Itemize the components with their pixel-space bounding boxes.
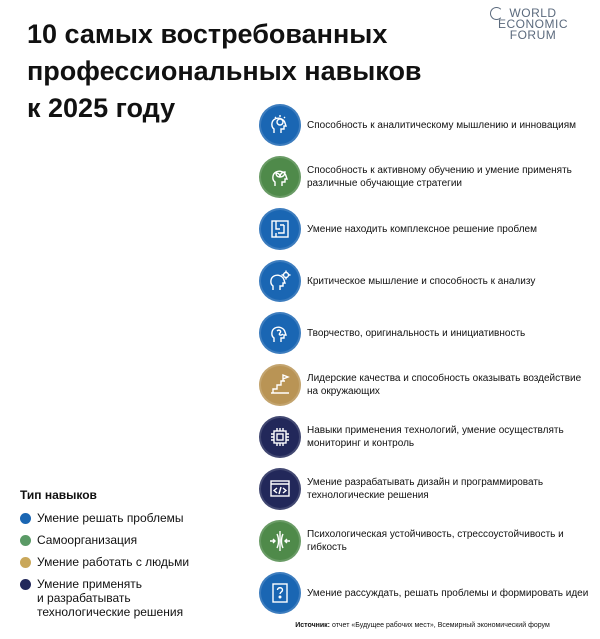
skill-label: Умение находить комплексное решение проблем [307, 223, 537, 235]
source-note [250, 622, 595, 629]
skill-label: Способность к аналитическому мышлению и инновациям [307, 119, 577, 131]
skill-label: Критическое мышление и способность к анализу [307, 275, 536, 287]
maze-icon [259, 208, 301, 250]
source-text: отчет «Будущее рабочих мест», Всемирный экономический форум [330, 622, 550, 629]
logo-line-3: FORUM [509, 28, 557, 42]
logo-ring-icon [490, 7, 503, 20]
skill-label: Умение разрабатывать дизайн и программировать технологические решения [307, 477, 544, 501]
skill-item [259, 519, 594, 563]
skill-item [259, 311, 594, 355]
skill-label: Навыки применения технологий, умение осуществлять мониторинг и контроль [307, 425, 564, 449]
skill-item [259, 415, 594, 459]
skill-item [259, 467, 594, 511]
creative-head-icon [259, 312, 301, 354]
skill-label: Умение рассуждать, решать проблемы и формировать идеи [307, 587, 589, 599]
page-title: 10 самых востребованных профессиональных навыков к 2025 году [27, 19, 422, 123]
legend-item [20, 511, 250, 525]
microchip-icon [259, 416, 301, 458]
skill-label: Лидерские качества и способность оказывать воздействие на окружающих [307, 373, 582, 397]
question-card-icon [259, 572, 301, 614]
legend-item [20, 577, 250, 619]
growing-plant-head-icon [259, 156, 301, 198]
legend-label: Умение работать с людьми [37, 555, 190, 569]
skill-label: Творчество, оригинальность и инициативность [307, 327, 526, 339]
legend-item [20, 533, 250, 547]
skill-item [259, 207, 594, 251]
legend-label: Умение применять и разрабатывать технологические решения [37, 577, 184, 619]
logo-line-2: ECONOMIC [498, 17, 568, 31]
gear-head-icon [259, 260, 301, 302]
wef-logo [484, 8, 582, 41]
skill-item [259, 155, 594, 199]
legend-dot [20, 535, 31, 546]
legend-dot [20, 513, 31, 524]
skill-item [259, 363, 594, 407]
legend-item [20, 555, 250, 569]
skill-label: Способность к активному обучению и умение применять различные обучающие стратегии [307, 165, 572, 189]
skill-item [259, 259, 594, 303]
legend-label: Умение решать проблемы [37, 511, 184, 525]
legend-label: Самоорганизация [37, 533, 138, 547]
lightbulb-head-icon [259, 104, 301, 146]
legend-dot [20, 557, 31, 568]
flag-peak-icon [259, 364, 301, 406]
legend-dot [20, 579, 31, 590]
skill-item [259, 571, 594, 615]
resilience-arrows-icon [259, 520, 301, 562]
source-prefix: Источник: [295, 622, 331, 629]
code-window-icon [259, 468, 301, 510]
skill-item [259, 103, 594, 147]
legend [20, 488, 250, 627]
logo-line-1: WORLD [509, 6, 557, 20]
skill-label: Психологическая устойчивость, стрессоустойчивость и гибкость [307, 529, 564, 553]
legend-title: Тип навыков [20, 488, 97, 502]
